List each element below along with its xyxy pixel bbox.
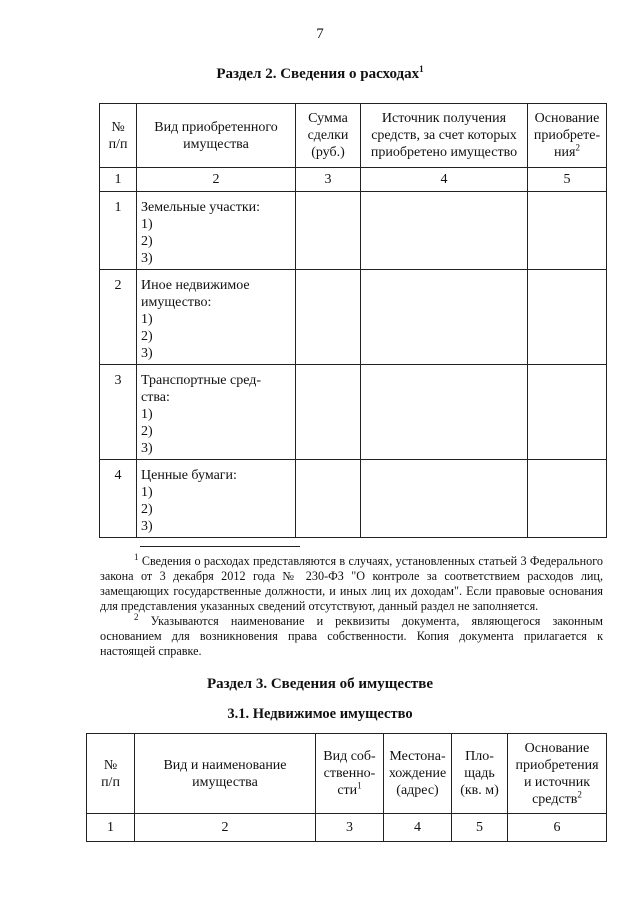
header-num: № п/п	[87, 734, 135, 814]
header-basis: Основание приобрете- ния$^2$	[528, 104, 607, 168]
row-number: 2	[100, 270, 137, 365]
col-number: 4	[384, 814, 452, 842]
empty-cell	[296, 270, 361, 365]
table-row	[100, 192, 607, 270]
col-number: 2	[137, 168, 296, 192]
header-sum: Сумма сделки (руб.)	[296, 104, 361, 168]
table-row	[100, 460, 607, 538]
footnote-ref-1: 1	[357, 780, 362, 791]
footnote-divider	[140, 546, 300, 547]
real-estate-header-row	[87, 734, 607, 814]
section-2-title	[0, 66, 640, 83]
column-number-row	[87, 814, 607, 842]
header-source: Источник получения средств, за счет которых приобретено имущество	[361, 104, 528, 168]
empty-cell	[296, 365, 361, 460]
row-category: Ценные бумаги: 1) 2) 3)	[137, 460, 296, 538]
header-kind: Вид и наименование имущества	[135, 734, 316, 814]
col-number: 2	[135, 814, 316, 842]
col-number: 3	[296, 168, 361, 192]
col-number: 5	[452, 814, 508, 842]
empty-cell	[361, 270, 528, 365]
col-number: 6	[508, 814, 607, 842]
section-3-1-subtitle: 3.1. Недвижимое имущество	[227, 706, 413, 722]
empty-cell	[528, 365, 607, 460]
row-category: Иное недвижимое имущество: 1) 2) 3)	[137, 270, 296, 365]
empty-cell	[296, 192, 361, 270]
footnote-ref-2: 2	[577, 788, 582, 799]
table-row	[100, 270, 607, 365]
empty-cell	[528, 192, 607, 270]
footnotes	[100, 551, 604, 659]
col-number: 5	[528, 168, 607, 192]
section-3-title: Раздел 3. Сведения об имуществе	[206, 676, 434, 692]
row-number: 3	[100, 365, 137, 460]
row-category: Транспортные сред- ства: 1) 2) 3)	[137, 365, 296, 460]
header-area: Пло- щадь (кв. м)	[452, 734, 508, 814]
real-estate-table	[86, 733, 607, 842]
page-number: 7	[316, 26, 324, 42]
row-category: Земельные участки: 1) 2) 3)	[137, 192, 296, 270]
footnote-1: $^1$ Сведения о расходах представляются в случаях, установленных статьей 3 Федерального закона от 3 декабря 2012 года № 230-ФЗ "О контроле за соответствием расходов лиц, замещающих государственные должности, и иных лиц их доходам". Если правовые основания для представления указанных сведений отсутствуют, данный раздел не заполняется.	[100, 551, 603, 613]
empty-cell	[361, 192, 528, 270]
table-row	[100, 365, 607, 460]
row-number: 4	[100, 460, 137, 538]
header-ownership: Вид соб- ственно- сти$^1$	[316, 734, 384, 814]
header-kind: Вид приобретенного имущества	[137, 104, 296, 168]
section-2-title-text: Раздел 2. Сведения о расходах	[216, 66, 420, 82]
column-number-row	[100, 168, 607, 192]
col-number: 4	[361, 168, 528, 192]
col-number: 1	[100, 168, 137, 192]
col-number: 1	[87, 814, 135, 842]
empty-cell	[361, 365, 528, 460]
header-location: Местона- хождение (адрес)	[384, 734, 452, 814]
header-num: № п/п	[100, 104, 137, 168]
empty-cell	[528, 460, 607, 538]
header-basis: Основание приобретения и источник средств$^2$	[508, 734, 607, 814]
empty-cell	[528, 270, 607, 365]
footnote-ref-2: 2	[575, 142, 580, 153]
col-number: 3	[316, 814, 384, 842]
footnote-ref-1: 1	[419, 64, 424, 74]
expenses-header-row	[100, 104, 607, 168]
empty-cell	[296, 460, 361, 538]
empty-cell	[361, 460, 528, 538]
expenses-table	[99, 103, 607, 538]
footnote-2: $^2$ Указываются наименование и реквизиты документа, являющегося законным основанием для возникновения права собственности. Копия документа прилагается к настоящей справке.	[100, 611, 604, 658]
row-number: 1	[100, 192, 137, 270]
